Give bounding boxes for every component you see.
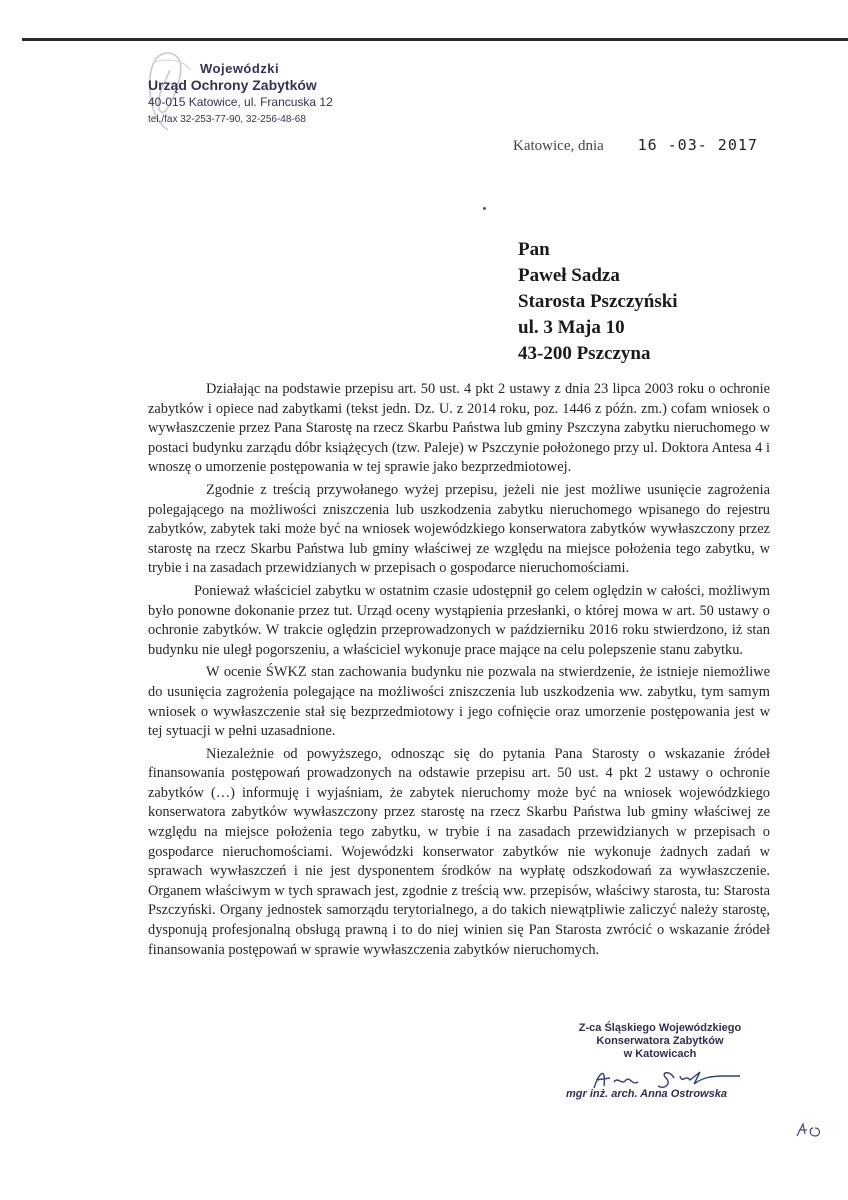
signature-line-2: Konserwatora Zabytków (596, 1035, 724, 1047)
addressee-line-3: Starosta Pszczyński (518, 291, 678, 312)
stray-mark (483, 207, 486, 210)
stamp-line-1: Wojewódzki (200, 61, 280, 76)
body-paragraph: Działając na podstawie przepisu art. 50 ust. 4 pkt 2 ustawy z dnia 23 lipca 2003 roku o ochronie zabytków i opiece nad zabytkami (tekst jedn. Dz. U. z 2014 roku, poz. 1446 z późn. zm.) cofam wniosek o wywłaszczenie przez Pana Starostę na rzecz Skarbu Państwa lub gminy Pszczyna zabytku nieruchomego w postaci budynku zarządu dóbr książęcych (tzw. Paleje) w Pszczynie położonego przy ul. Doktora Antesa 4 i wnoszę o umorzenie postępowania w tej sprawie jako bezprzedmiotowej. (148, 381, 770, 476)
handwritten-page-mark-icon (793, 1118, 827, 1140)
office-stamp (148, 60, 358, 128)
body-paragraph: Zgodnie z treścią przywołanego wyżej przepisu, jeżeli nie jest możliwe usunięcie zagrożenia polegającego na możliwości zniszczenia lub uszkodzenia zabytku nieruchomego wpisanego do rejestru zabytków, zabytek taki może być na wniosek wojewódzkiego konserwatora zabytków wywłaszczony przez starostę na rzecz Skarbu Państwa lub gminy właściwej ze względu na miejsce położenia tego zabytku, w trybie i na zasadach przewidzianych w przepisach o gospodarce nieruchomościami. (148, 481, 770, 577)
letter-body (148, 380, 770, 963)
signature-stamp (560, 1022, 760, 1061)
signature-line-3: w Katowicach (623, 1048, 697, 1060)
addressee-block (518, 237, 678, 367)
addressee-line-5: 43-200 Pszczyna (518, 343, 651, 364)
place-and-date (513, 136, 758, 155)
place-label: Katowice, dnia (513, 138, 604, 154)
page-top-border (22, 38, 848, 41)
addressee-line-4: ul. 3 Maja 10 (518, 317, 625, 338)
stamp-line-3: 40-015 Katowice, ul. Francuska 12 (148, 95, 333, 109)
signature-line-1: Z-ca Śląskiego Wojewódzkiego (578, 1022, 742, 1034)
date-stamp: 16 -03- 2017 (637, 136, 758, 154)
stamp-line-2: Urząd Ochrony Zabytków (148, 77, 317, 93)
addressee-line-1: Pan (518, 239, 550, 260)
stamp-line-4: tel./fax 32-253-77-90, 32-256-48-68 (148, 114, 306, 125)
body-paragraph: Niezależnie od powyższego, odnosząc się do pytania Pana Starosty o wskazanie źródeł finansowania postępowań prowadzonych na odstawie przepisu art. 50 ust. 4 pkt 2 ustawy o ochronie zabytków (…) informuję i wyjaśniam, że zabytek nieruchomy może być na wniosek wojewódzkiego konserwatora zabytków wywłaszczony przez starostę na rzecz Skarbu Państwa lub gminy właściwej ze względu na miejsce położenia tego zabytku, w trybie i na zasadach przewidzianych w przepisach o gospodarce nieruchomościami. Wojewódzki konserwator zabytków nie wykonuje żadnych zadań w sprawach wywłaszczeń i nie jest dysponentem środków na wypłatę odszkodowań za wywłaszczenie. Organem właściwym w tych sprawach jest, zgodnie z treścią ww. przepisów, właściwy starosta, tu: Starosta Pszczyński. Organy jednostek samorządu terytorialnego, a do takich niewątpliwie zaliczyć należy starostę, dysponują profesjonalną obsługą prawną i to do niej winien się Pan Starosta zwrócić o wskazanie źródeł finansowania postępowań w sprawie wywłaszczenia zabytków nieruchomych. (148, 745, 770, 958)
body-paragraph: Ponieważ właściciel zabytku w ostatnim czasie udostępnił go celem oględzin w całości, możliwym było ponowne dokonanie przez tut. Urząd oceny wystąpienia przesłanki, o której mowa w art. 50 ustawy o ochronie zabytków. W trakcie oględzin przeprowadzonych w październiku 2016 roku stwierdzono, iż stan budynku nie uległ pogorszeniu, a właściciel wykonuje prace mające na celu polepszenie stanu zabytku. (148, 582, 770, 658)
signer-name: mgr inż. arch. Anna Ostrowska (566, 1088, 727, 1100)
body-paragraph: W ocenie ŚWKZ stan zachowania budynku nie pozwala na stwierdzenie, że istnieje niemożliwe do usunięcia zagrożenia polegające na możliwości zniszczenia lub uszkodzenia ww. zabytku, tym samym wniosek o wywłaszczenie stał się bezprzedmiotowy i jego cofnięcie oraz umorzenie postępowania jest w tej sytuacji w pełni uzasadnione. (148, 664, 770, 740)
addressee-line-2: Paweł Sadza (518, 265, 620, 286)
